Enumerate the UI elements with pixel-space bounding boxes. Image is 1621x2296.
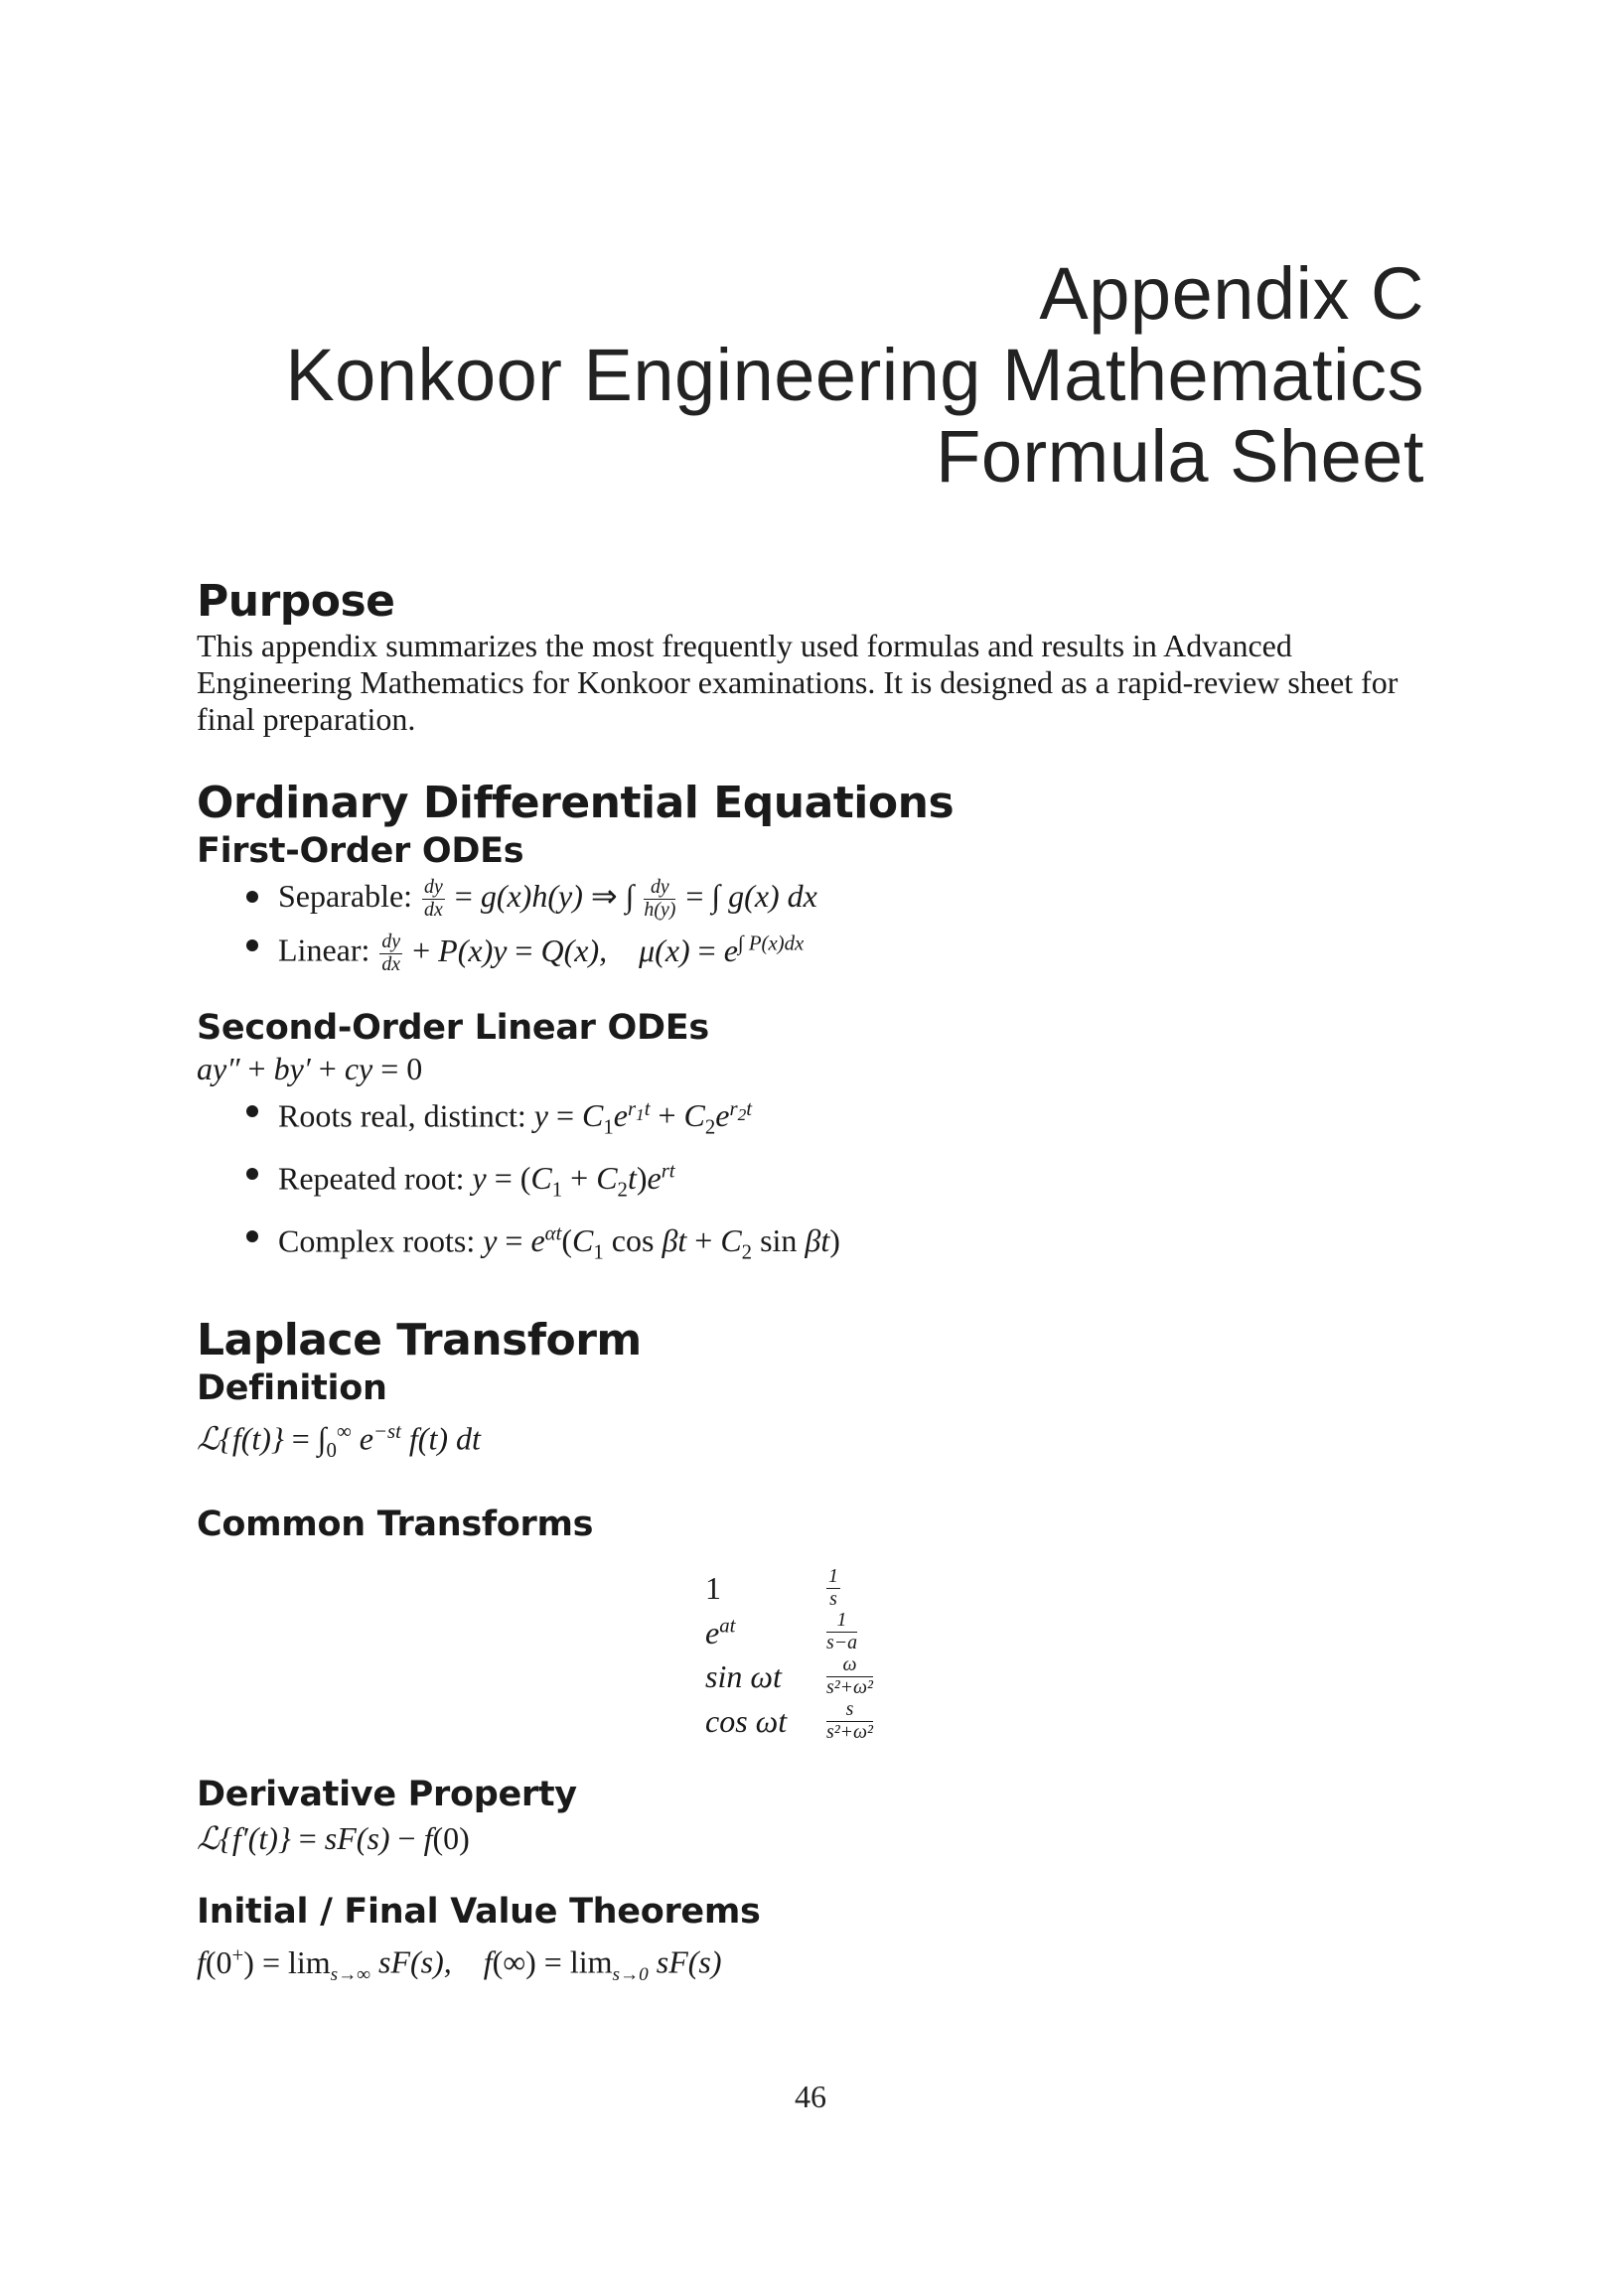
second-order-heading: Second-Order Linear ODEs: [197, 1007, 709, 1048]
first-order-heading: First-Order ODEs: [197, 831, 524, 871]
list-item-linear: [246, 922, 1424, 976]
transform-f-4: cos ωt: [705, 1702, 788, 1739]
transforms-table: [705, 1566, 875, 1744]
list-item-complex-roots: [246, 1213, 1424, 1275]
list-item-separable: [246, 873, 1424, 922]
laplace-heading: Laplace Transform: [197, 1314, 642, 1365]
transform-F-2: $\frac{1}{s-a}$: [826, 1609, 858, 1654]
separable-formula: $\frac{dy}{dx}$ = g(x)h(y) ⇒ ∫ $\frac{dy}{h(y)}$ = ∫ g(x) dx: [424, 876, 817, 922]
table-row: [705, 1654, 875, 1699]
repeated-root-formula: $y = (C_1 + C_2t)e^{rt}$: [472, 1159, 675, 1202]
real-roots-label: Roots real, distinct:: [278, 1097, 526, 1134]
definition-heading: Definition: [197, 1367, 387, 1408]
derivative-property-formula: ℒ{f′(t)} = sF(s) − f(0): [197, 1820, 470, 1857]
ode-heading: Ordinary Differential Equations: [197, 778, 955, 828]
derivative-property-heading: Derivative Property: [197, 1775, 577, 1815]
page-number: 46: [795, 2079, 826, 2114]
purpose-heading: Purpose: [197, 576, 395, 627]
purpose-text: This appendix summarizes the most frequently used formulas and results in Advanced Engineering Mathematics for Konkoor examinations. It is designed as a rapid-review sheet for final preparation.: [197, 628, 1399, 737]
transform-f-3: sin ωt: [705, 1657, 782, 1694]
appendix-title: [133, 253, 1424, 498]
first-order-list: [197, 873, 1424, 976]
common-transforms-heading: Common Transforms: [197, 1504, 594, 1544]
transform-F-4: $\frac{s}{\text{s²+ω²}}$: [826, 1697, 873, 1743]
transform-f-2: $e^{at}$: [705, 1613, 736, 1650]
complex-roots-label: Complex roots:: [278, 1222, 476, 1259]
title-line-1: Appendix C: [1039, 252, 1424, 335]
laplace-definition: ℒ{f(t)} = $\int_0^\infty$ $e^{-st}$ f(t) dt: [197, 1419, 481, 1462]
value-theorems-formula: $f(0^+) = \lim_{s\to\infty} sF(s)$, $f(\infty) = \lim_{s\to 0} sF(s)$: [197, 1943, 722, 1986]
repeated-root-label: Repeated root:: [278, 1160, 465, 1197]
complex-roots-formula: $y = e^{\alpha t}(C_1$ $\cos \beta t + C_2$ sin βt): [483, 1221, 840, 1264]
second-order-equation: ay″ + by′ + cy = 0: [197, 1050, 423, 1086]
transform-F-3: $\frac{\omega}{\text{s²+ω²}}$: [826, 1653, 873, 1698]
table-row: [705, 1566, 875, 1611]
linear-label: Linear:: [278, 932, 370, 968]
main-content: [197, 576, 1424, 1997]
title-line-3: Formula Sheet: [936, 415, 1424, 498]
value-theorems-heading: Initial / Final Value Theorems: [197, 1892, 761, 1933]
linear-formula: $\frac{dy}{dx}$ + P(x)y = Q(x), $\mu(x) = e^{\int P(x)dx}$: [381, 930, 805, 975]
second-order-list: [197, 1087, 1424, 1275]
title-line-2: Konkoor Engineering Mathematics: [285, 334, 1424, 416]
table-row: [705, 1610, 875, 1654]
separable-label: Separable:: [278, 878, 413, 914]
list-item-real-roots: [246, 1087, 1424, 1150]
transform-F-1: $\frac{1}{s}$: [828, 1564, 838, 1610]
transform-f-1: 1: [705, 1569, 721, 1606]
table-row: [705, 1699, 875, 1744]
real-roots-formula: $y = C_1e^{r_1t} + C_2e^{r_2t}$: [533, 1096, 753, 1139]
list-item-repeated-root: [246, 1150, 1424, 1213]
